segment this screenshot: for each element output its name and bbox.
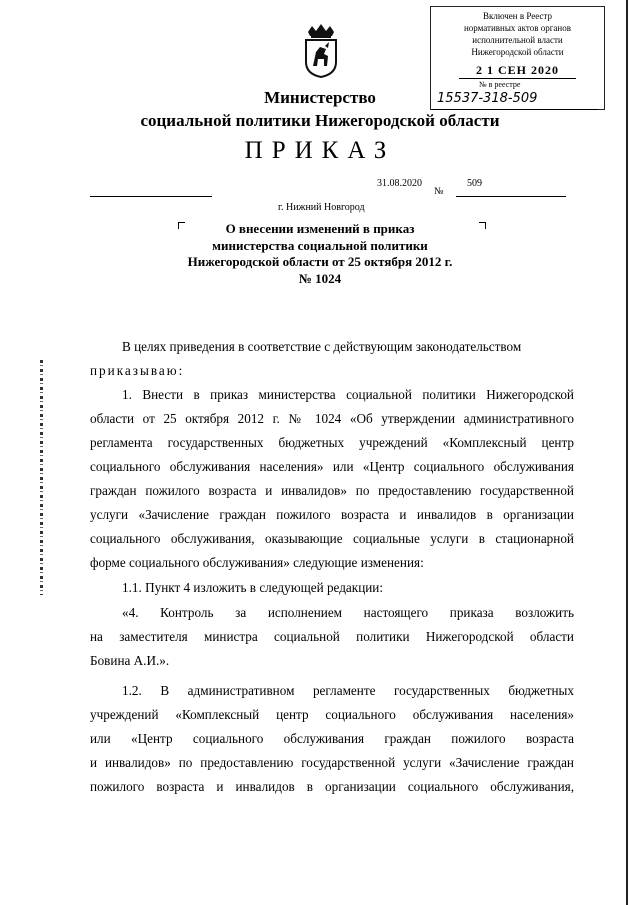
ministry-line: Министерство [264,88,376,107]
body-line: услуги «Зачисление граждан пожилого возраста и инвалидов в организации [90,507,574,522]
date-underline-left [90,196,212,197]
stamp-line: исполнительной власти [472,35,563,45]
page-edge-line [626,0,628,905]
coat-of-arms-emblem [302,22,340,78]
number-sign: № [434,186,444,197]
body-line: форме социального обслуживания» следующие изменения: [90,555,424,570]
body-line: социального обслуживания населения» или «Центр социального обслуживания [90,459,574,474]
body-line: «4. Контроль за исполнением настоящего приказа возложить [122,605,574,620]
document-type: ПРИКАЗ [244,137,396,164]
body-line: 1.1. Пункт 4 изложить в следующей редакции: [122,580,384,595]
order-title [150,221,490,287]
stamp-line: нормативных актов органов [463,23,571,33]
body-line: 1.2. В административном регламенте государственных бюджетных [122,683,574,698]
body-line: на заместителя министра социальной политики Нижегородской области [90,629,574,644]
body-line: социального обслуживания, оказывающие социальные услуги в стационарной [90,531,574,546]
title-line: Нижегородской области от 25 октября 2012 г. [187,254,453,269]
stamp-line: Нижегородской области [471,47,564,57]
number-underline [456,196,566,197]
body-line: регламента государственных бюджетных учреждений «Комплексный центр [90,435,574,450]
registry-number: 15537-318-509 [437,91,538,106]
body-line: Бовина А.И.». [90,653,170,668]
body-line: граждан пожилого возраста и инвалидов» по предоставлению государственной [90,483,574,498]
stamp-line: Включен в Реестр [483,11,552,21]
body-line: пожилого возраста и инвалидов в организации социального обслуживания, [90,779,574,794]
ministry-line: социальной политики Нижегородской области [140,111,500,130]
title-line: № 1024 [298,270,342,286]
stamp-reg-label: № в реестре [479,80,521,89]
order-number: 509 [467,178,482,189]
city: г. Нижний Новгород [278,202,365,213]
body-line: области от 25 октября 2012 г. № 1024 «Об утверждении административного [90,411,574,426]
ministry-heading [0,86,640,132]
body-line: 1. Внести в приказ министерства социальной политики Нижегородской [122,387,574,402]
title-line: О внесении изменений в приказ [225,221,415,236]
body-line: В целях приведения в соответствие с действующим законодательством [122,339,522,354]
scan-margin-artifact [40,360,43,595]
order-date: 31.08.2020 [377,178,422,189]
body-line: приказываю: [90,363,185,378]
title-line: министерства социальной политики [212,237,428,253]
body-line: и инвалидов» по предоставлению государственной услуги «Зачисление граждан [90,755,574,770]
stamp-date: 2 1 СЕН 2020 [475,63,559,77]
body-line: или «Центр социального обслуживания граждан пожилого возраста [90,731,574,746]
body-line: учреждений «Комплексный центр социального обслуживания населения» [90,707,574,722]
